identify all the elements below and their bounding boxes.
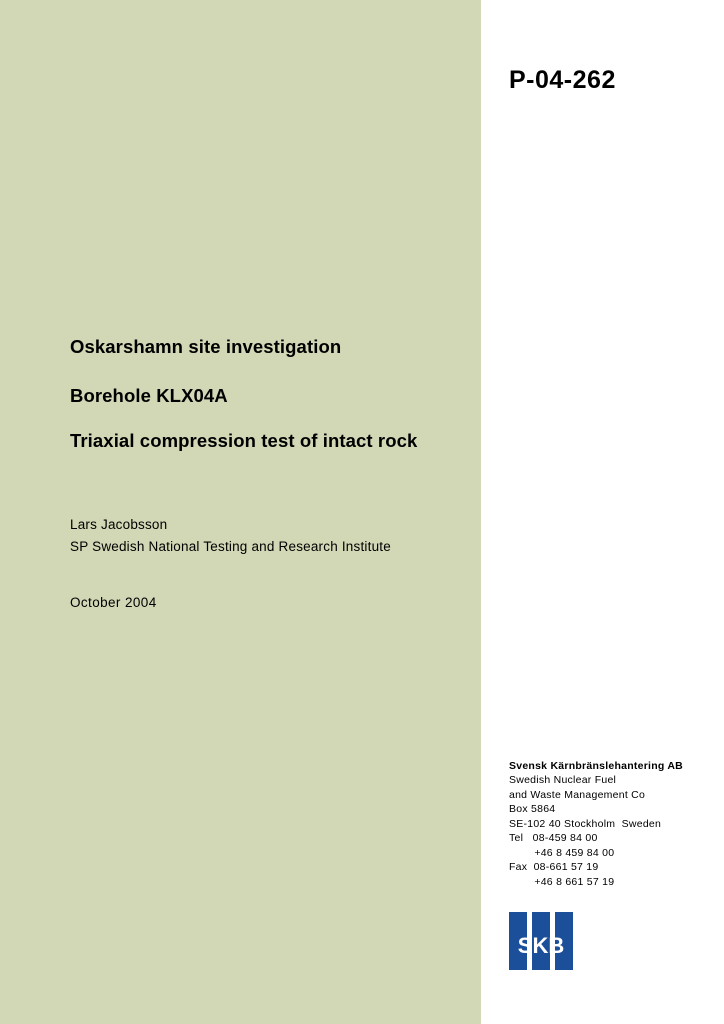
report-number: P-04-262: [509, 66, 616, 94]
page-title-site-investigation: Oskarshamn site investigation: [70, 336, 342, 357]
skb-logo-text: SKB: [517, 933, 565, 958]
skb-logo: [509, 912, 573, 970]
publisher-block: [509, 759, 683, 889]
page-title-borehole: Borehole KLX04A: [70, 385, 228, 406]
publisher-phone-intl: +46 8 459 84 00: [509, 846, 615, 859]
author-affiliation: SP Swedish National Testing and Research Institute: [70, 539, 391, 554]
publisher-fax: Fax 08-661 57 19: [509, 861, 599, 874]
publisher-fax-intl: +46 8 661 57 19: [509, 875, 615, 888]
title-block: [70, 336, 460, 454]
publication-date: October 2004: [70, 595, 157, 610]
publisher-phone: Tel 08-459 84 00: [509, 832, 598, 845]
skb-logo-icon: [509, 912, 573, 970]
publisher-address-box: Box 5864: [509, 803, 556, 816]
publisher-line-1: Swedish Nuclear Fuel: [509, 774, 617, 787]
publisher-line-2: and Waste Management Co: [509, 788, 646, 801]
publisher-name: Svensk Kärnbränslehantering AB: [509, 760, 683, 772]
page-title-subject: Triaxial compression test of intact rock: [70, 430, 418, 451]
author-name: Lars Jacobsson: [70, 517, 168, 532]
publisher-address-city: SE-102 40 Stockholm Sweden: [509, 817, 662, 830]
